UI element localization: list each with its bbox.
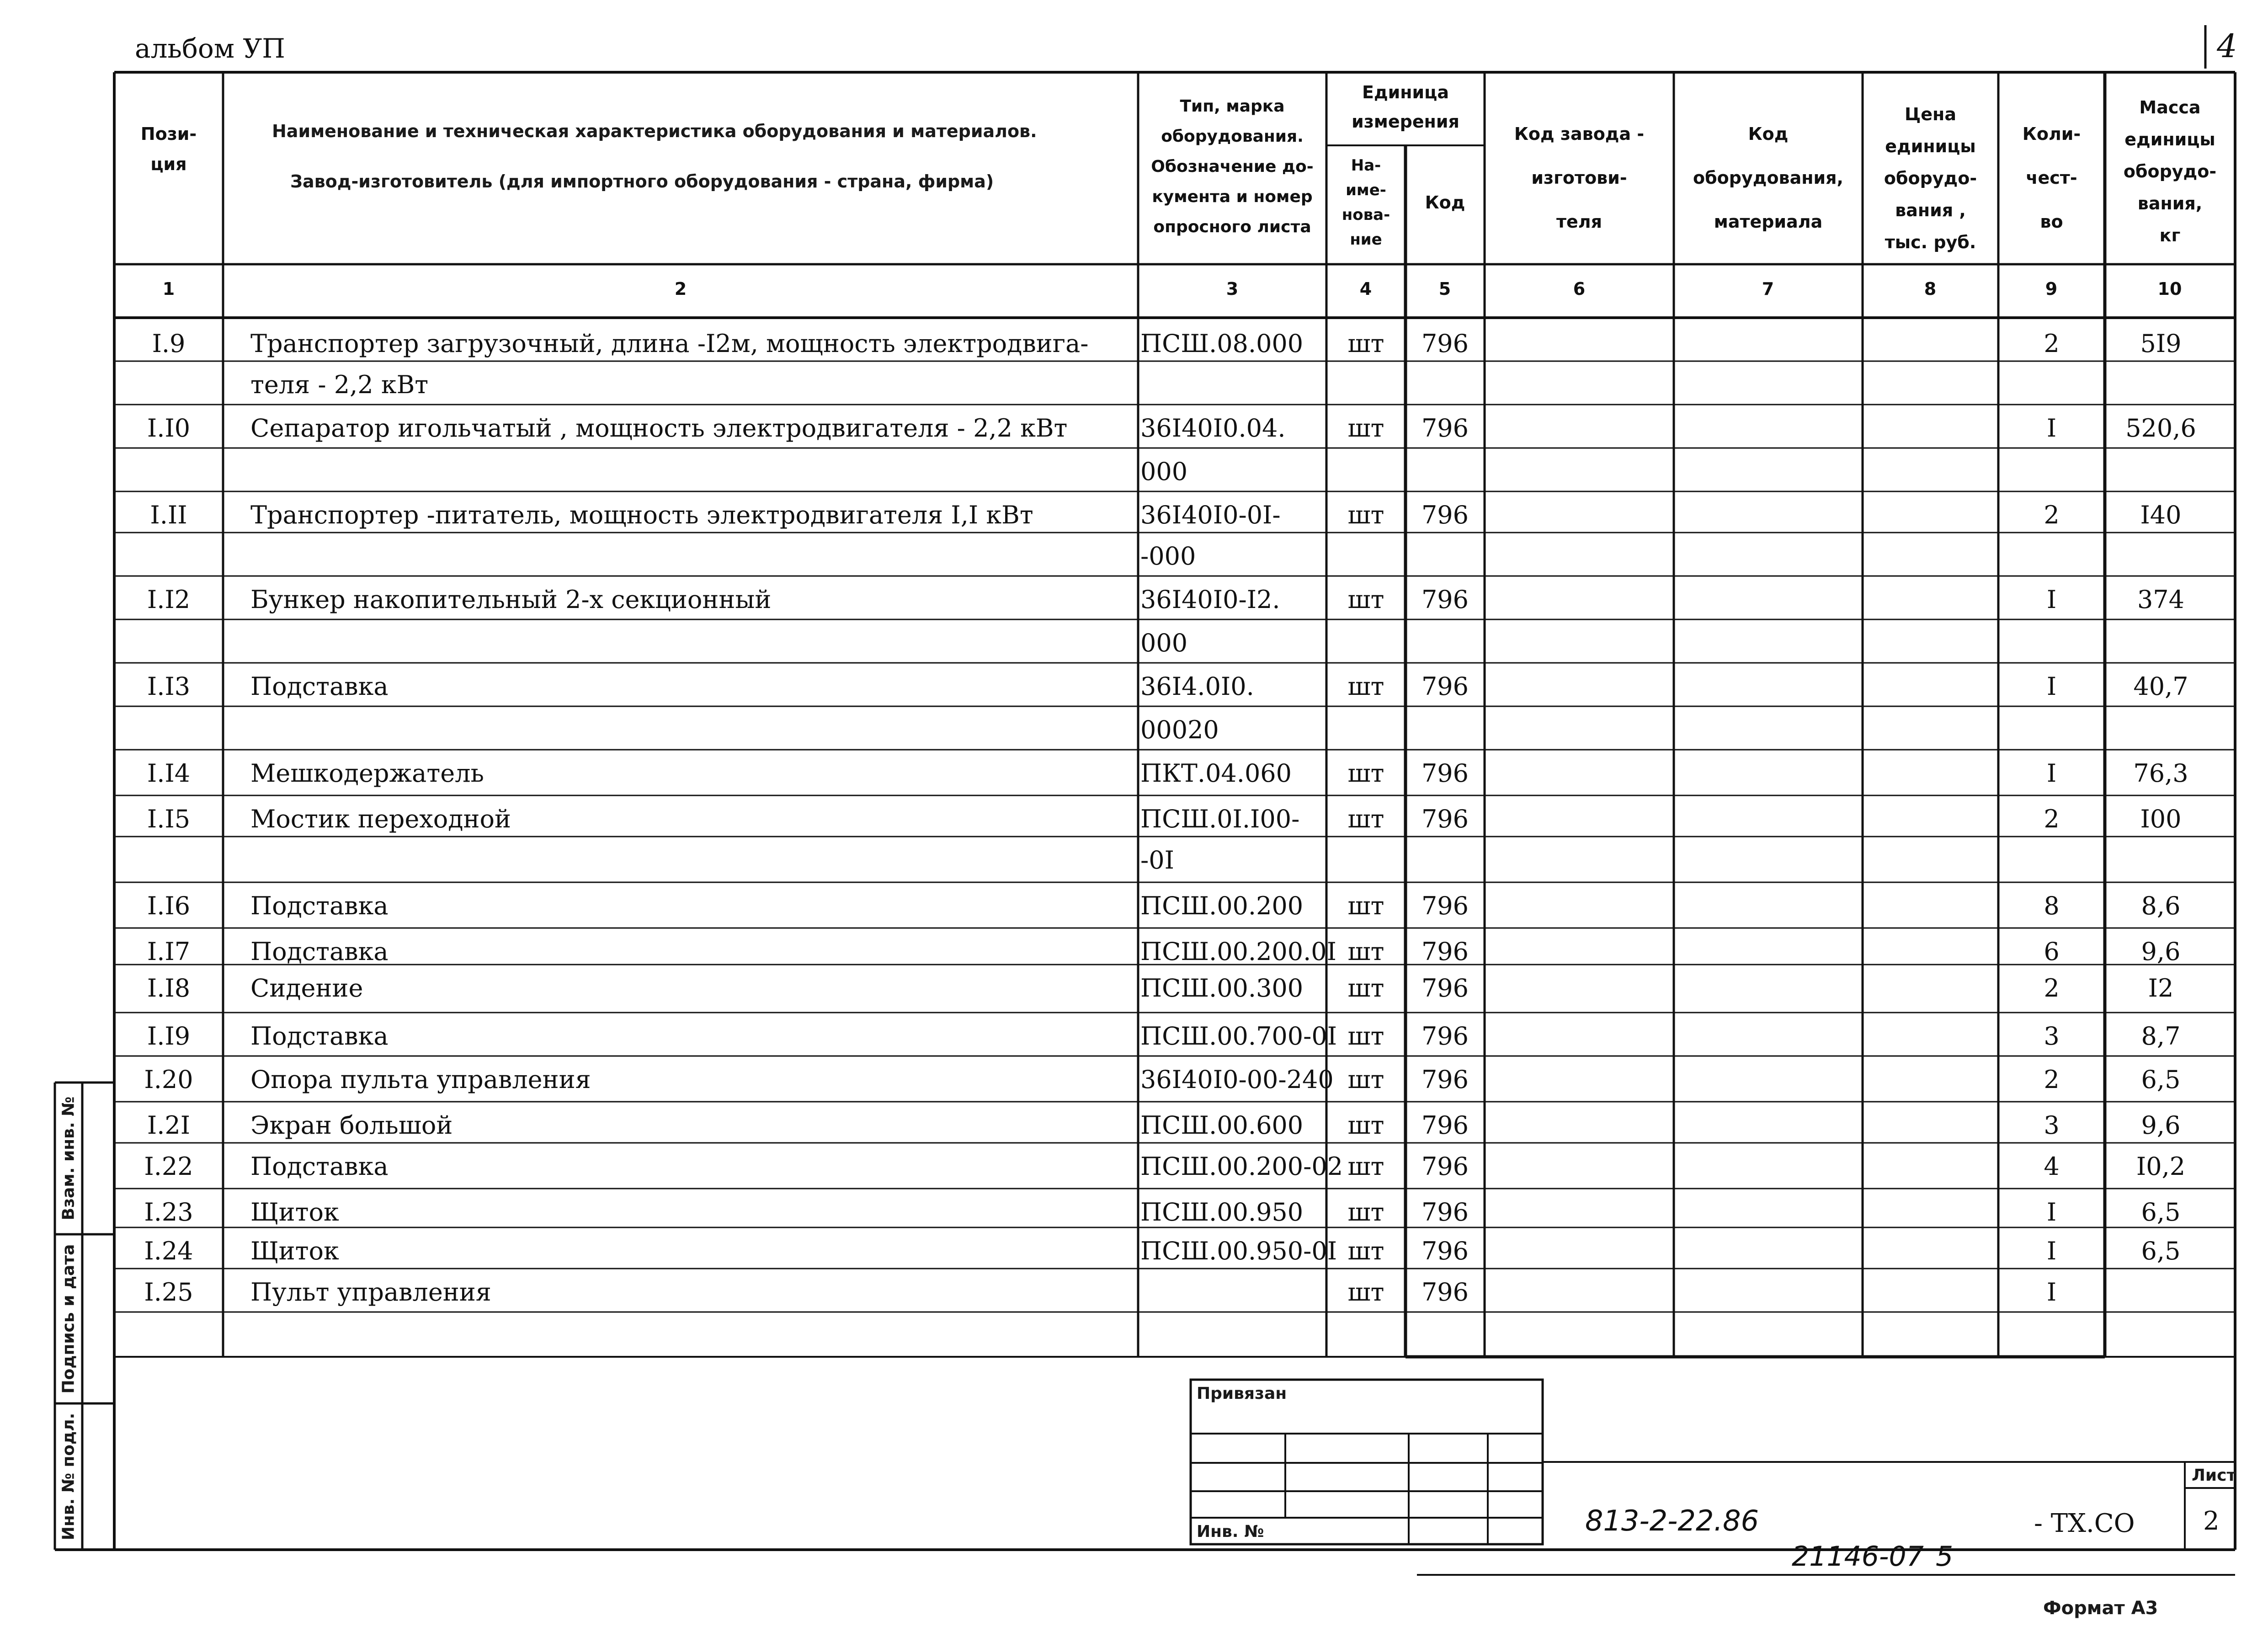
- row-type: -0I: [1140, 846, 1174, 875]
- row-unit: шт: [1347, 1198, 1384, 1227]
- row-unit-code: 796: [1421, 891, 1469, 920]
- header-mass: Масса единицы оборудо- вания, кг: [2123, 97, 2217, 245]
- row-unit-code: 796: [1421, 1022, 1469, 1051]
- row-quantity: 2: [2044, 501, 2060, 529]
- row-unit: шт: [1347, 1065, 1384, 1094]
- column-number: 8: [1924, 279, 1937, 299]
- header-name-line1: Наименование и техническая характеристика оборудования и материалов.: [272, 121, 1037, 141]
- row-position: I.I7: [147, 937, 191, 966]
- row-quantity: 8: [2044, 891, 2060, 920]
- row-unit-code: 796: [1421, 501, 1469, 529]
- row-type: ПСШ.00.600: [1140, 1111, 1304, 1140]
- row-name: Щиток: [250, 1198, 339, 1227]
- row-type: ПСШ.00.200: [1140, 891, 1304, 920]
- side-inv-podl: Инв. № подл.: [59, 1413, 78, 1541]
- row-quantity: I: [2046, 759, 2057, 788]
- header-price: Цена единицы оборудо- вания , тыс. руб.: [1884, 104, 1977, 252]
- row-quantity: 4: [2044, 1152, 2060, 1181]
- row-name: Подставка: [250, 937, 389, 966]
- row-unit-code: 796: [1421, 1237, 1469, 1265]
- row-name: Мостик переходной: [250, 805, 511, 833]
- row-mass: 374: [2137, 585, 2185, 614]
- row-unit: шт: [1347, 329, 1384, 358]
- row-mass: I00: [2140, 805, 2182, 833]
- side-podpis-data: Подпись и дата: [59, 1244, 78, 1394]
- row-position: I.9: [152, 329, 186, 358]
- row-quantity: 3: [2044, 1022, 2060, 1051]
- side-vzam-inv: Взам. инв. №: [59, 1096, 78, 1221]
- row-unit-code: 796: [1421, 585, 1469, 614]
- sheet-label: Лист: [2192, 1466, 2236, 1485]
- row-position: I.23: [144, 1198, 193, 1227]
- row-mass: 5I9: [2140, 329, 2182, 358]
- row-mass: 520,6: [2125, 414, 2196, 443]
- row-quantity: I: [2046, 414, 2057, 443]
- row-unit: шт: [1347, 1278, 1384, 1307]
- row-position: I.I8: [147, 974, 191, 1003]
- row-quantity: I: [2046, 1237, 2057, 1265]
- row-type: ПСШ.0I.I00-: [1140, 805, 1300, 833]
- row-mass: I2: [2148, 974, 2174, 1003]
- row-position: I.22: [144, 1152, 193, 1181]
- document-suffix: - ТХ.СО: [2034, 1509, 2135, 1538]
- column-number: 9: [2045, 279, 2058, 299]
- row-quantity: 6: [2044, 937, 2060, 966]
- row-type: 00020: [1140, 715, 1219, 744]
- row-position: I.II: [150, 501, 187, 529]
- header-quantity: Коли- чест- во: [2022, 124, 2081, 232]
- row-type: 000: [1140, 457, 1188, 486]
- header-unit-name: На- име- нова- ние: [1342, 156, 1390, 249]
- row-mass: 6,5: [2141, 1198, 2181, 1227]
- row-quantity: 2: [2044, 805, 2060, 833]
- row-mass: 8,6: [2141, 891, 2181, 920]
- row-name: Щиток: [250, 1237, 339, 1265]
- row-unit: шт: [1347, 937, 1384, 966]
- column-number: 6: [1573, 279, 1586, 299]
- row-unit: шт: [1347, 585, 1384, 614]
- row-unit-code: 796: [1421, 329, 1469, 358]
- row-unit: шт: [1347, 1237, 1384, 1265]
- row-quantity: I: [2046, 585, 2057, 614]
- row-position: I.2I: [147, 1111, 191, 1140]
- column-number: 5: [1438, 279, 1451, 299]
- row-mass: 6,5: [2141, 1065, 2181, 1094]
- row-type: ПКТ.04.060: [1140, 759, 1292, 788]
- stamp-privyazan: Привязан: [1197, 1384, 1287, 1403]
- row-unit-code: 796: [1421, 414, 1469, 443]
- row-unit-code: 796: [1421, 672, 1469, 701]
- row-mass: I40: [2140, 501, 2182, 529]
- row-name: Транспортер загрузочный, длина -I2м, мощность электродвига-: [250, 329, 1089, 358]
- row-type: 36I40I0-0I-: [1140, 501, 1281, 529]
- row-position: I.I4: [147, 759, 191, 788]
- column-number: 3: [1226, 279, 1239, 299]
- column-number: 1: [162, 279, 175, 299]
- row-type: ПСШ.00.200.0I: [1140, 937, 1336, 966]
- row-position: I.20: [144, 1065, 193, 1094]
- row-name: Сидение: [250, 974, 363, 1003]
- row-position: I.I3: [147, 672, 191, 701]
- row-unit-code: 796: [1421, 1198, 1469, 1227]
- header-unit-code: Код: [1425, 192, 1465, 213]
- row-quantity: 2: [2044, 329, 2060, 358]
- row-unit-code: 796: [1421, 937, 1469, 966]
- row-name: теля - 2,2 кВт: [250, 370, 429, 399]
- row-unit-code: 796: [1421, 1065, 1469, 1094]
- row-type: 36I40I0-00-240: [1140, 1065, 1334, 1094]
- row-unit-code: 796: [1421, 1278, 1469, 1307]
- header-name-line2: Завод-изготовитель (для импортного оборудования - страна, фирма): [290, 171, 994, 192]
- row-name: Подставка: [250, 1022, 389, 1051]
- order-sheet: 5: [1936, 1541, 1954, 1573]
- row-unit: шт: [1347, 672, 1384, 701]
- row-type: 36I4.0I0.: [1140, 672, 1254, 701]
- row-position: I.I6: [147, 891, 191, 920]
- row-name: Бункер накопительный 2-х секционный: [250, 585, 772, 614]
- header-type: Тип, марка оборудования. Обозначение до- кумента и номер опросного листа: [1151, 97, 1314, 236]
- row-quantity: I: [2046, 1198, 2057, 1227]
- header-equipment-code: Код оборудования, материала: [1693, 124, 1843, 232]
- row-name: Мешкодержатель: [250, 759, 484, 788]
- row-position: I.I5: [147, 805, 191, 833]
- row-mass: 9,6: [2141, 1111, 2181, 1140]
- sheet-number: 2: [2203, 1506, 2220, 1536]
- row-unit-code: 796: [1421, 1152, 1469, 1181]
- row-quantity: 2: [2044, 974, 2060, 1003]
- header-factory-code: Код завода - изготови- теля: [1514, 124, 1645, 232]
- row-type: ПСШ.08.000: [1140, 329, 1304, 358]
- row-quantity: I: [2046, 1278, 2057, 1307]
- row-type: 36I40I0-I2.: [1140, 585, 1280, 614]
- row-mass: 9,6: [2141, 937, 2181, 966]
- column-number: 10: [2157, 279, 2182, 299]
- row-type: ПСШ.00.200-02: [1140, 1152, 1343, 1181]
- row-name: Подставка: [250, 1152, 389, 1181]
- row-unit-code: 796: [1421, 1111, 1469, 1140]
- row-name: Опора пульта управления: [250, 1065, 591, 1094]
- row-mass: 76,3: [2133, 759, 2188, 788]
- column-number: 7: [1762, 279, 1774, 299]
- row-mass: 40,7: [2133, 672, 2188, 701]
- column-number: 4: [1359, 279, 1372, 299]
- album-label: альбом УП: [135, 33, 285, 64]
- row-position: I.I2: [147, 585, 191, 614]
- row-quantity: I: [2046, 672, 2057, 701]
- row-type: ПСШ.00.950-0I: [1140, 1237, 1337, 1265]
- row-type: ПСШ.00.300: [1140, 974, 1304, 1003]
- row-type: ПСШ.00.700-0I: [1140, 1022, 1337, 1051]
- row-name: Подставка: [250, 672, 389, 701]
- stamp-inv-no: Инв. №: [1197, 1522, 1264, 1541]
- row-quantity: 2: [2044, 1065, 2060, 1094]
- row-unit-code: 796: [1421, 759, 1469, 788]
- row-unit: шт: [1347, 974, 1384, 1003]
- row-mass: 8,7: [2141, 1022, 2181, 1051]
- row-name: Экран большой: [250, 1111, 453, 1140]
- row-unit: шт: [1347, 501, 1384, 529]
- row-name: Пульт управления: [250, 1278, 491, 1307]
- row-quantity: 3: [2044, 1111, 2060, 1140]
- row-unit: шт: [1347, 1022, 1384, 1051]
- row-position: I.24: [144, 1237, 193, 1265]
- paper-format: Формат А3: [2043, 1598, 2158, 1619]
- row-type: 36I40I0.04.: [1140, 414, 1286, 443]
- row-name: Подставка: [250, 891, 389, 920]
- header-position: Пози- ция: [140, 124, 197, 174]
- row-unit: шт: [1347, 414, 1384, 443]
- row-unit-code: 796: [1421, 974, 1469, 1003]
- row-unit-code: 796: [1421, 805, 1469, 833]
- row-type: -000: [1140, 542, 1196, 571]
- row-position: I.I9: [147, 1022, 191, 1051]
- row-type: 000: [1140, 629, 1188, 657]
- row-unit: шт: [1347, 759, 1384, 788]
- corner-page-mark: 4: [2217, 27, 2237, 65]
- row-unit: шт: [1347, 891, 1384, 920]
- row-unit: шт: [1347, 1111, 1384, 1140]
- column-number: 2: [674, 279, 687, 299]
- row-position: I.25: [144, 1278, 193, 1307]
- row-mass: 6,5: [2141, 1237, 2181, 1265]
- document-code: 813-2-22.86: [1585, 1504, 1759, 1537]
- header-unit: Единица измерения: [1352, 82, 1459, 132]
- row-name: Сепаратор игольчатый , мощность электродвигателя - 2,2 кВт: [250, 414, 1068, 443]
- row-unit: шт: [1347, 805, 1384, 833]
- row-mass: I0,2: [2136, 1152, 2186, 1181]
- row-name: Транспортер -питатель, мощность электродвигателя I,I кВт: [250, 501, 1033, 529]
- order-number: 21146-07: [1792, 1541, 1924, 1573]
- row-type: ПСШ.00.950: [1140, 1198, 1304, 1227]
- row-position: I.I0: [147, 414, 191, 443]
- row-unit: шт: [1347, 1152, 1384, 1181]
